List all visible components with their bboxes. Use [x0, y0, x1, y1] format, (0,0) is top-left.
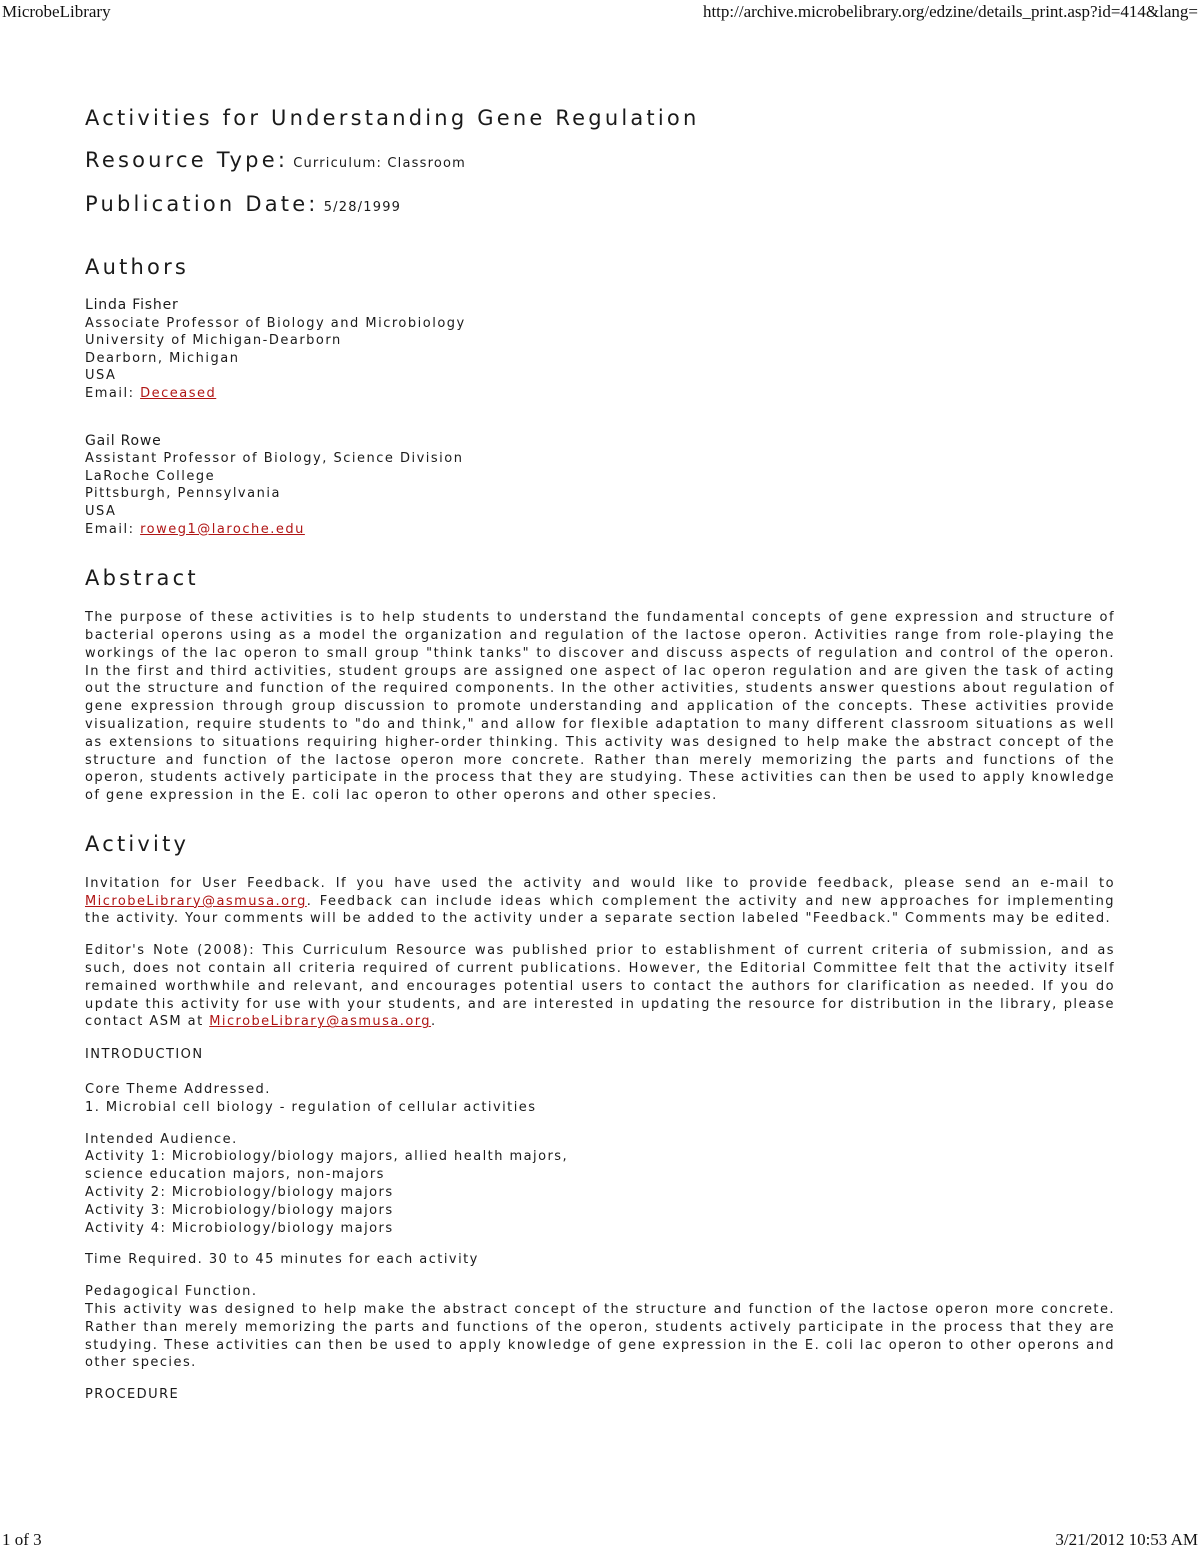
intended-audience	[85, 1131, 1115, 1238]
pedagogical-function	[85, 1283, 1115, 1372]
core-theme-item: 1. Microbial cell biology - regulation of cellular activities	[85, 1099, 537, 1115]
resource-type-value: Curriculum: Classroom	[293, 156, 467, 171]
publication-date-value: 5/28/1999	[323, 200, 402, 215]
editors-note-end: .	[431, 1014, 437, 1030]
abstract-text: The purpose of these activities is to help students to understand the fundamental concepts of gene expression and structure of bacterial operons using as a model the organization and regulation of the lactose operon. Activities range from role-playing the workings of the lac operon to small group "think tanks" to discover and discuss aspects of regulation and control of the operon. In the first and third activities, student groups are assigned one aspect of lac operon regulation and are given the task of acting out the structure and function of the required components. In the other activities, students answer questions about regulation of gene expression through group discussion to promote understanding and application of the concepts. These activities provide visualization, require students to "do and think," and allow for flexible adaptation to many different classroom situations as well as extensions to situations requiring higher-order thinking. This activity was designed to help make the abstract concept of the structure and function of the lactose operon more concrete. Rather than merely memorizing the parts and functions of the operon, students actively participate in the process that they are studying. These activities can then be used to apply knowledge of gene expression in the E. coli lac operon to other operons and other species.	[85, 610, 1115, 804]
time-required: Time Required. 30 to 45 minutes for each activity	[85, 1252, 479, 1268]
feedback-rest: . Feedback can include ideas which complement the activity and new approaches for implementing the activity. Your comments will be added to the activity under a separate section labeled "Feedback." Comments may be edited.	[85, 893, 1115, 927]
author-email-row	[85, 385, 1115, 403]
page-title: Activities for Understanding Gene Regulation	[85, 106, 700, 130]
audience-line: Activity 3: Microbiology/biology majors	[85, 1202, 394, 1218]
author-country: USA	[85, 503, 117, 519]
abstract-heading: Abstract	[85, 566, 199, 591]
page-count: 1 of 3	[2, 1530, 42, 1549]
author-email-label: Email:	[85, 385, 135, 401]
author-email-row	[85, 521, 1115, 539]
authors-heading: Authors	[85, 255, 190, 279]
print-site-name: MicrobeLibrary	[2, 2, 111, 21]
author-institution: LaRoche College	[85, 468, 216, 484]
author-email-link[interactable]: Deceased	[140, 385, 217, 401]
core-theme	[85, 1081, 1115, 1117]
print-datetime: 3/21/2012 10:53 AM	[1055, 1530, 1198, 1549]
pedagogical-function-label: Pedagogical Function.	[85, 1284, 258, 1300]
audience-line: Activity 2: Microbiology/biology majors	[85, 1185, 394, 1201]
author-name: Gail Rowe	[85, 432, 162, 449]
author-title: Assistant Professor of Biology, Science Division	[85, 451, 464, 467]
author-institution: University of Michigan-Dearborn	[85, 333, 342, 349]
feedback-paragraph	[85, 875, 1115, 928]
author-card	[85, 433, 1115, 539]
author-location: Pittsburgh, Pennsylvania	[85, 486, 281, 502]
pedagogical-function-text: This activity was designed to help make the abstract concept of the structure and function of the lactose operon more concrete. Rather than merely memorizing the parts and functions of the operon, students actively participate in the process that they are studying. These activities can then be used to apply knowledge of gene expression in the E. coli lac operon to other operons and other species.	[85, 1302, 1115, 1371]
intended-audience-label: Intended Audience.	[85, 1131, 238, 1147]
audience-line: science education majors, non-majors	[85, 1167, 385, 1183]
author-country: USA	[85, 368, 117, 384]
author-title: Associate Professor of Biology and Microbiology	[85, 315, 466, 331]
print-header	[0, 2, 1200, 24]
introduction-heading: INTRODUCTION	[85, 1047, 204, 1063]
editors-note-email-link[interactable]: MicrobeLibrary@asmusa.org	[209, 1014, 432, 1030]
print-footer	[0, 1530, 1200, 1552]
activity-heading: Activity	[85, 831, 190, 856]
feedback-email-link[interactable]: MicrobeLibrary@asmusa.org	[85, 893, 307, 909]
audience-line: Activity 1: Microbiology/biology majors, allied health majors,	[85, 1149, 569, 1165]
editors-note	[85, 942, 1115, 1031]
author-email-link[interactable]: roweg1@laroche.edu	[140, 521, 305, 537]
author-name: Linda Fisher	[85, 297, 179, 313]
author-location: Dearborn, Michigan	[85, 350, 240, 366]
audience-line: Activity 4: Microbiology/biology majors	[85, 1220, 394, 1236]
publication-date-label: Publication Date:	[85, 192, 319, 216]
editors-note-text: Editor's Note (2008): This Curriculum Resource was published prior to establishment of current criteria of submission, and as such, does not contain all criteria required of current publications. However, the Editorial Committee felt that the activity itself remained worthwhile and relevant, and encourages potential users to contact the authors for clarification as needed. If you do update this activity for use with your students, and are interested in updating the resource for distribution in the library, please contact ASM at	[85, 943, 1115, 1030]
procedure-heading: PROCEDURE	[85, 1387, 180, 1403]
document-body	[85, 104, 1115, 1404]
print-url: http://archive.microbelibrary.org/edzine/details_print.asp?id=414&lang=	[702, 2, 1198, 21]
resource-type-label: Resource Type:	[85, 148, 289, 172]
feedback-lead: Invitation for User Feedback. If you have used the activity and would like to provide feedback, please send an e-mail to	[85, 875, 1115, 891]
author-email-label: Email:	[85, 521, 135, 537]
core-theme-label: Core Theme Addressed.	[85, 1082, 271, 1098]
author-card	[85, 297, 1115, 403]
publication-date	[85, 190, 1115, 222]
resource-type	[85, 146, 1115, 178]
